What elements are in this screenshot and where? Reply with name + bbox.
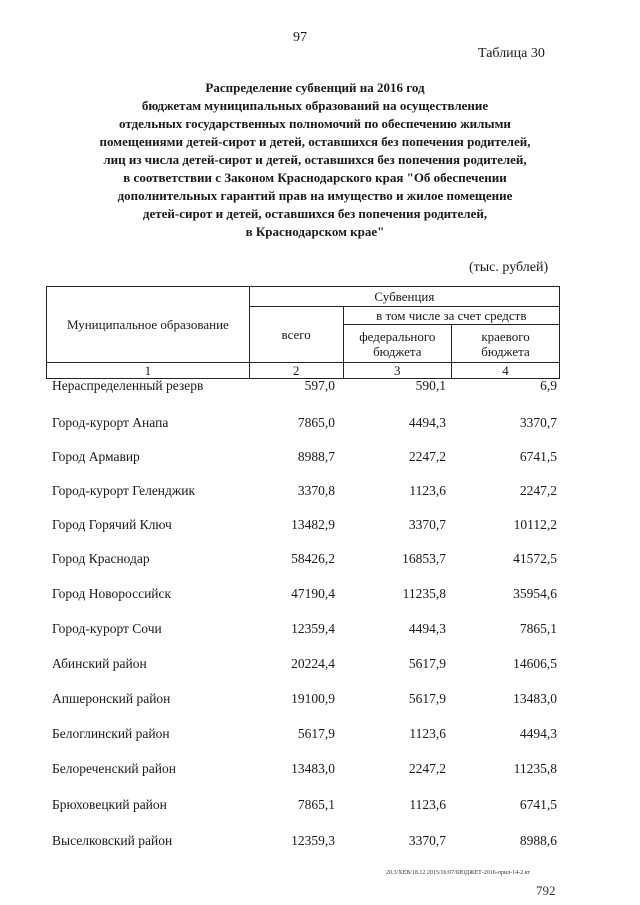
table-row [0,691,640,726]
column-number: 3 [343,363,451,379]
total-value: 47190,4 [291,586,335,601]
regional-value: 3370,7 [519,415,557,430]
federal-value: 11235,8 [402,586,446,601]
municipality-name: Белореченский район [52,761,176,776]
table-body [0,378,640,863]
title-line: дополнительных гарантий прав на имущество и жилое помещение [117,188,513,203]
table-row [0,586,640,621]
federal-value: 2247,2 [408,761,446,776]
total-value: 597,0 [304,378,335,393]
table-row [0,378,640,415]
total-value: 7865,0 [297,415,335,430]
table-row [0,551,640,586]
municipality-name: Апшеронский район [52,691,171,706]
municipality-name: Город Горячий Ключ [52,517,172,532]
table-row [0,517,640,551]
header-including: в том числе за счет средств [343,307,559,325]
federal-value: 4494,3 [408,415,446,430]
federal-value: 3370,7 [408,833,446,848]
total-value: 5617,9 [297,726,335,741]
total-value: 20224,4 [291,656,335,671]
regional-value: 4494,3 [519,726,557,741]
table-row [0,621,640,656]
federal-value: 16853,7 [402,551,446,566]
table-row [0,833,640,863]
regional-value: 6741,5 [519,797,557,812]
units-label: (тыс. рублей) [469,260,549,275]
municipality-name: Абинский район [52,656,147,671]
title-line: помещениями детей-сирот и детей, оставшихся без попечения родителей, [99,134,531,149]
federal-value: 5617,9 [408,691,446,706]
municipality-name: Нераспределенный резерв [52,378,204,393]
municipality-name: Выселковский район [52,833,173,848]
table-row [0,483,640,517]
table-row [0,726,640,761]
total-value: 13483,0 [291,761,335,776]
total-value: 58426,2 [291,551,335,566]
document-title [30,79,600,241]
total-value: 7865,1 [297,797,335,812]
regional-value: 6741,5 [519,449,557,464]
regional-value: 35954,6 [513,586,557,601]
federal-value: 3370,7 [408,517,446,532]
municipality-name: Город-курорт Геленджик [52,483,196,498]
regional-value: 10112,2 [513,517,557,532]
municipality-name: Город-курорт Сочи [52,621,162,636]
title-line: в Краснодарском крае" [245,224,385,239]
title-line: Распределение субвенций на 2016 год [205,80,425,95]
header-regional: краевого бюджета [452,325,560,363]
municipality-name: Брюховецкий район [52,797,167,812]
federal-value: 590,1 [415,378,446,393]
title-line: в соответствии с Законом Краснодарского края "Об обеспечении [123,170,507,185]
footer-document-code: 20.3/XEB/18.12 2015/16:07/БЮДЖЕТ-2016-прил-14-2 кт [386,870,531,876]
municipality-name: Город-курорт Анапа [52,415,169,430]
regional-value: 14606,5 [513,656,557,671]
table-row [0,449,640,483]
table-row [0,797,640,833]
regional-value: 7865,1 [519,621,557,636]
total-value: 12359,4 [291,621,335,636]
table-row [0,656,640,691]
municipality-name: Город Краснодар [52,551,150,566]
title-line: детей-сирот и детей, оставшихся без попечения родителей, [142,206,488,221]
column-number: 1 [47,363,250,379]
page-number: 97 [293,30,307,45]
table-row [0,761,640,797]
federal-value: 4494,3 [408,621,446,636]
title-line: отдельных государственных полномочий по обеспечению жилыми [119,116,511,131]
federal-value: 1123,6 [409,726,446,741]
column-number: 4 [452,363,560,379]
title-line: бюджетам муниципальных образований на осуществление [141,98,489,113]
header-municipality: Муниципальное образование [47,287,250,363]
municipality-name: Город Новороссийск [52,586,172,601]
regional-value: 2247,2 [519,483,557,498]
header-subvention: Субвенция [249,287,559,307]
regional-value: 6,9 [540,378,557,393]
header-federal: федерального бюджета [343,325,451,363]
municipality-name: Белоглинский район [52,726,170,741]
column-number: 2 [249,363,343,379]
regional-value: 8988,6 [519,833,557,848]
regional-value: 41572,5 [513,551,557,566]
total-value: 12359,3 [291,833,335,848]
federal-value: 1123,6 [409,483,446,498]
table-header [46,286,560,379]
federal-value: 1123,6 [409,797,446,812]
table-row [0,415,640,449]
federal-value: 5617,9 [408,656,446,671]
table-label: Таблица 30 [478,46,545,61]
header-total: всего [249,307,343,363]
footer-page-number: 792 [536,883,556,898]
municipality-name: Город Армавир [52,449,140,464]
total-value: 3370,8 [297,483,335,498]
total-value: 13482,9 [291,517,335,532]
total-value: 8988,7 [297,449,335,464]
title-line: лиц из числа детей-сирот и детей, оставшихся без попечения родителей, [103,152,527,167]
federal-value: 2247,2 [408,449,446,464]
regional-value: 13483,0 [513,691,557,706]
regional-value: 11235,8 [513,761,557,776]
total-value: 19100,9 [291,691,335,706]
